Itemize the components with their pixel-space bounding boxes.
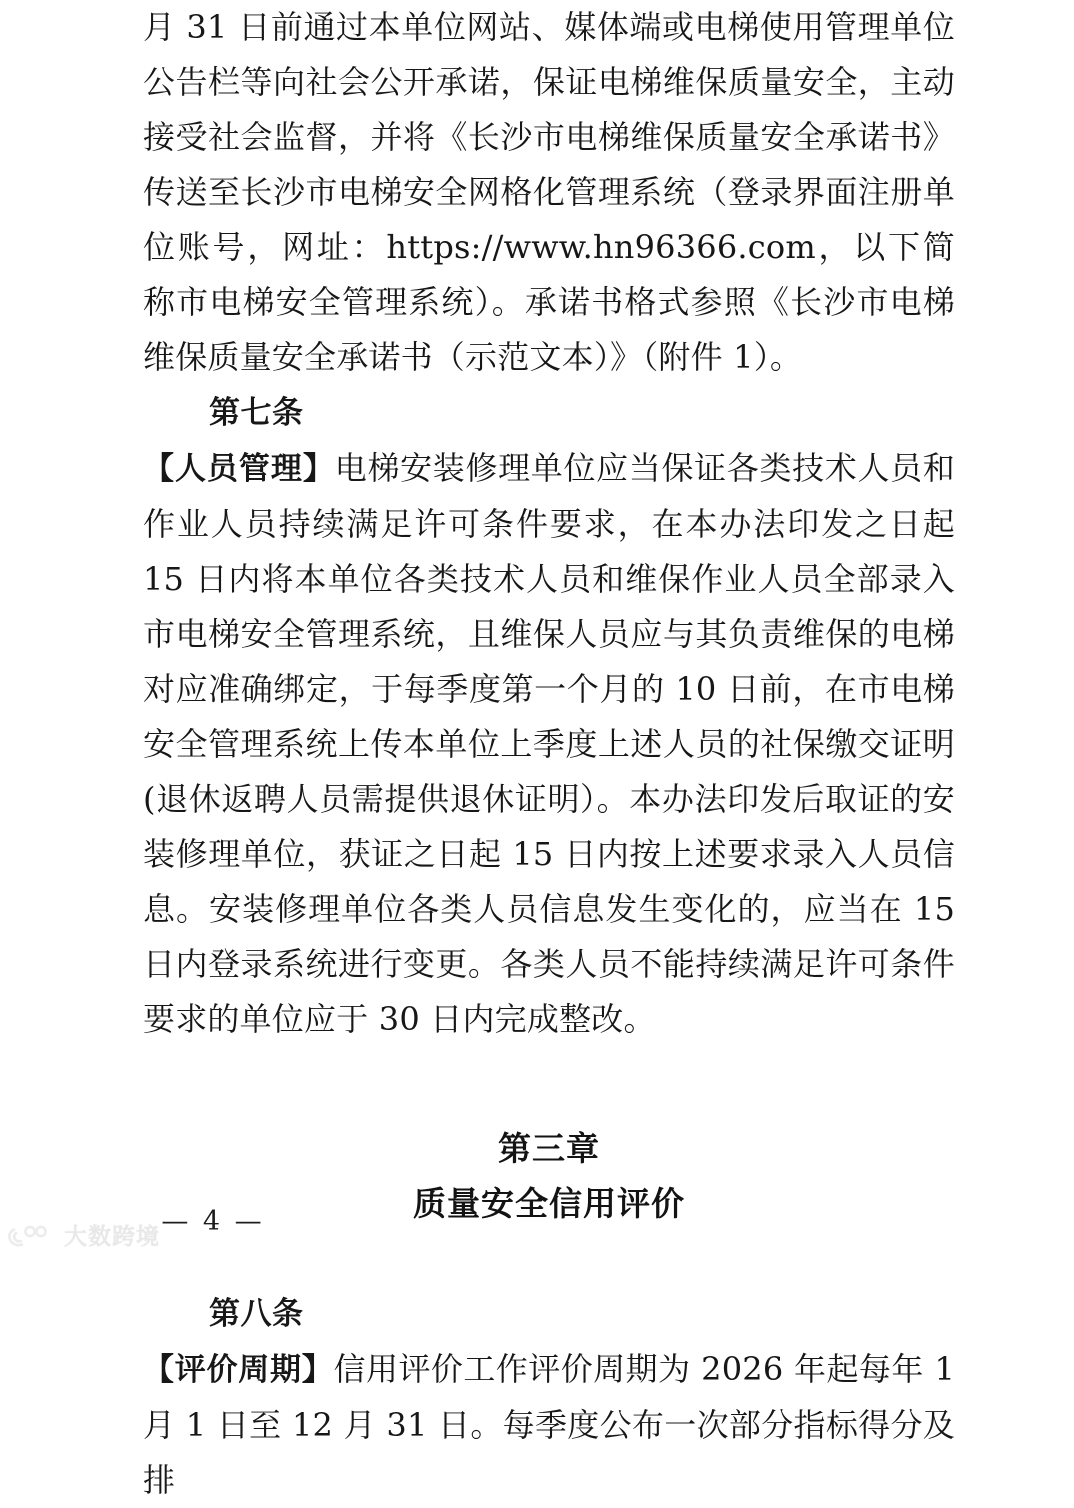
article-7-body-text: 电梯安装修理单位应当保证各类技术人员和作业人员持续满足许可条件要求，在本办法印发之日起 15 日内将本单位各类技术人员和维保作业人员全部录入市电梯安全管理系统，且维保人员应与其负责维保的电梯对应准确绑定，于每季度第一个月的 10 日前，在市电梯安全管理系统上传本单位上季度上述人员的社保缴交证明(退休返聘人员需提供退休证明）。本办法印发后取证的安装修理单位，获证之日起 15 日内按上述要求录入人员信息。安装修理单位各类人员信息发生变化的，应当在 15 日内登录系统进行变更。各类人员不能持续满足许可条件要求的单位应于 30 日内完成整改。 <box>143 449 955 1038</box>
article-8-paragraph <box>143 1286 955 1508</box>
chapter-3-title: 质量安全信用评价 <box>413 1184 685 1223</box>
article-8-body-text: 信用评价工作评价周期为 2026 年起每年 1 月 1 日至 12 月 31 日。每季度公布一次部分指标得分及排 <box>143 1350 956 1499</box>
article-8-number: 第八条 <box>209 1296 304 1332</box>
article-7-title: 【人员管理】 <box>143 451 335 487</box>
chapter-3-number: 第三章 <box>498 1129 600 1168</box>
article-8-title: 【评价周期】 <box>143 1352 334 1388</box>
watermark-text: 大数跨境 <box>64 1224 160 1250</box>
watermark-logo-icon <box>6 1222 58 1252</box>
spacer-after-chapter-heading <box>143 1231 955 1286</box>
article-7-number: 第七条 <box>209 395 304 431</box>
article-7-paragraph <box>143 385 955 1047</box>
page-number: — 4 — <box>161 1206 265 1237</box>
page-body-column <box>143 0 955 1508</box>
watermark <box>6 1222 160 1252</box>
spacer-before-chapter-heading <box>143 1047 955 1121</box>
paragraph-continued-from-previous-page: 月 31 日前通过本单位网站、媒体端或电梯使用管理单位公告栏等向社会公开承诺，保证电梯维保质量安全，主动接受社会监督，并将《长沙市电梯维保质量安全承诺书》传送至长沙市电梯安全网格化管理系统（登录界面注册单位账号，网址：https://www.hn96366.com，以下简称市电梯安全管理系统）。承诺书格式参照《长沙市电梯维保质量安全承诺书（示范文本）》（附件 1）。 <box>143 8 955 376</box>
